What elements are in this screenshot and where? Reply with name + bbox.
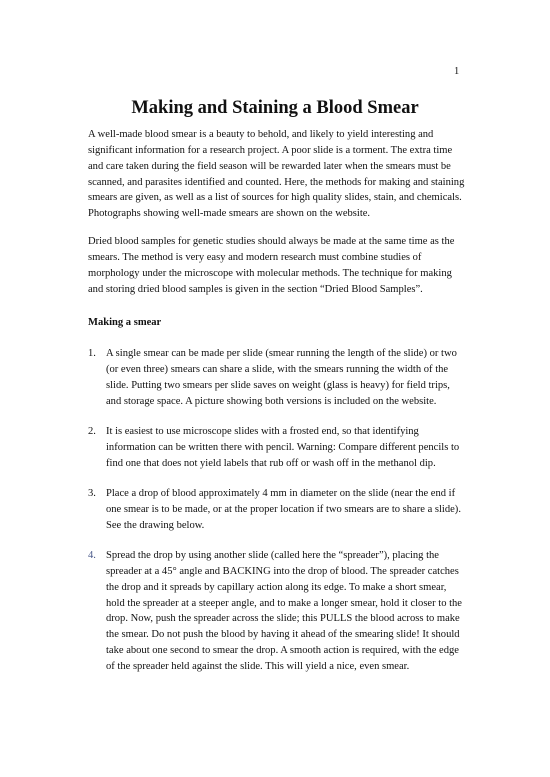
step-text [106,548,468,675]
step-line: the drop and it spreads by capillary action along its edge. To make a short smear, [106,581,447,593]
step-line: and storage space. A picture showing both versions is included on the website. [106,395,437,407]
step-text [106,346,468,409]
step-line: Place a drop of blood approximately 4 mm in diameter on the slide (near the end if [106,488,456,499]
step-line: the smear. Do not push the blood by having it ahead of the smearing slide! It should [106,629,460,641]
step-line: See the drawing below. [106,519,205,531]
list-item-step-1 [88,346,468,409]
list-item-step-4 [88,548,468,675]
intro-line: smears are given, as well as a list of sources for high quality slides, stain, and chemicals. [88,192,462,204]
step-line: (or even three) smears can share a slide, with the smears running the width of the [106,363,449,375]
page-number: 1 [454,66,460,77]
step-line: slide. Putting two smears per slide saves on weight (glass is heavy) for field trips, [106,379,450,391]
dried-line: morphology under the microscope with molecular methods. The technique for making [88,267,452,279]
step-line: take about one second to smear the drop. A smooth action is required, with the edge [106,645,459,657]
dried-line: Dried blood samples for genetic studies should always be made at the same time as the [88,236,455,247]
intro-line: Photographs showing well-made smears are shown on the website. [88,208,371,220]
step-line: spreader at a 45° angle and BACKING into the drop of blood. The spreader catches [106,565,459,577]
intro-line: significant information for a research project. A poor slide is a torment. The extra time [88,144,453,156]
step-line: Spread the drop by using another slide (called here the “spreader”), placing the [106,550,439,561]
dried-line: and storing dried blood samples is given in the section “Dried Blood Samples”. [88,283,423,295]
step-number: 2. [88,426,96,437]
step-number: 4. [88,550,96,561]
step-number: 3. [88,488,96,499]
document-title: Making and Staining a Blood Smear [131,98,419,118]
step-line: A single smear can be made per slide (smear running the length of the slide) or two [106,348,457,359]
dried-line: smears. The method is very easy and modern research must combine studies of [88,251,422,263]
step-text [106,424,468,472]
section-heading: Making a smear [88,317,162,328]
step-line: find one that does not yield labels that rub off or wash off in the methanol dip. [106,457,436,469]
intro-line: scanned, and parasites identified and counted. Here, the methods for making and staining [88,176,465,188]
list-item-step-2 [88,424,468,472]
step-line: It is easiest to use microscope slides with a frosted end, so that identifying [106,426,419,437]
intro-paragraph [88,127,466,222]
step-line: of the spreader held against the slide. This will yield a nice, even smear. [106,660,410,672]
intro-line: and care taken during the field season will be rewarded later when the smears must be [88,160,451,172]
dried-blood-paragraph [88,234,466,297]
intro-line: A well-made blood smear is a beauty to behold, and likely to yield interesting and [88,129,434,140]
step-line: information can be written there with pencil. Warning: Compare different pencils to [106,441,460,453]
step-line: one smear is to be made, or at the proper location if two smears are to share a slide). [106,503,461,515]
list-item-step-3 [88,486,468,534]
step-text [106,486,468,534]
step-number: 1. [88,348,96,359]
step-line: drop. Now, push the spreader across the slide; this PULLS the blood across to make [106,613,460,625]
step-line: hold the spreader at a steeper angle, and to make a longer smear, hold it closer to the [106,597,462,609]
